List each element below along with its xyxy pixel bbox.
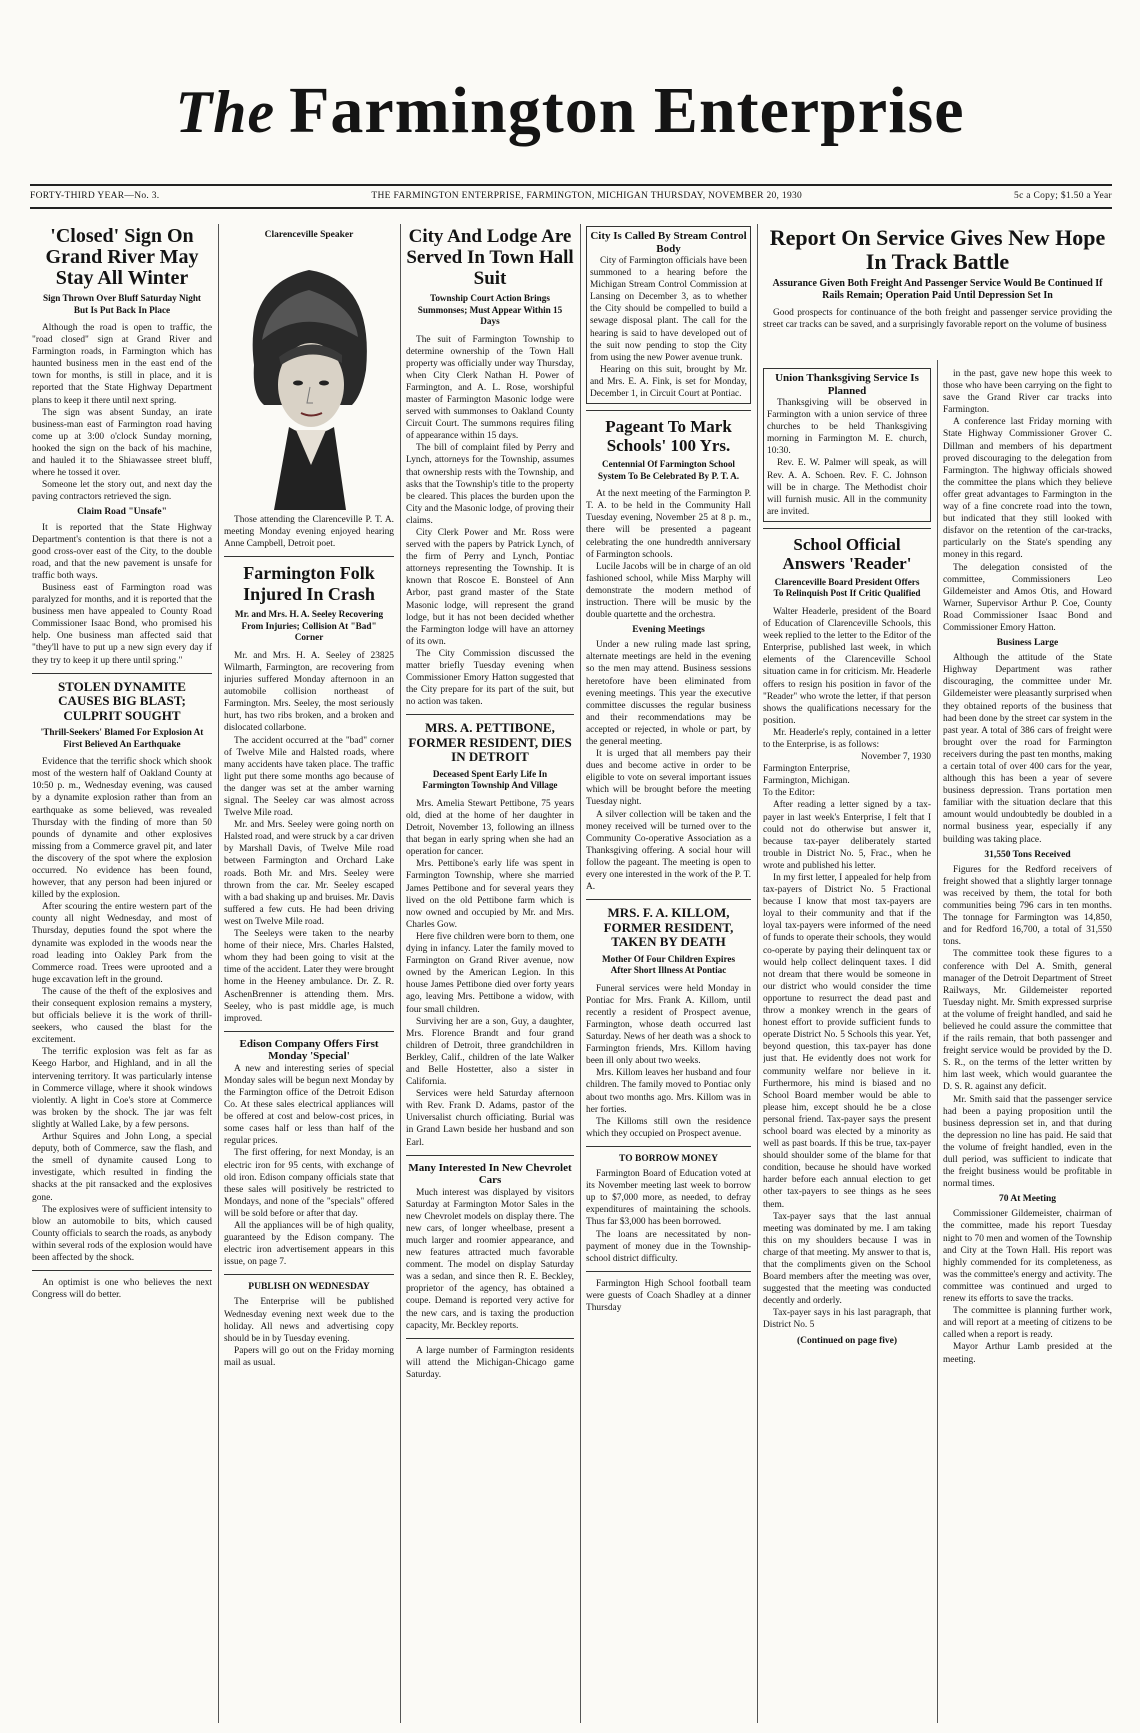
paragraph: After scouring the entire western part of the county all night Wednesday, and most of Thursday, deputies found the spot where the dynamite was exploded in the woods near the road leading into Oakley Park from the Commerce road. Trees were uprooted and a huge excavation left in the ground. [32, 902, 212, 985]
column-5 [763, 368, 931, 1726]
headline-closed-sign: 'Closed' Sign On Grand River May Stay All Winter [45, 226, 199, 289]
letter-date: November 7, 1930 [860, 752, 931, 763]
paragraph: Hearing on this suit, brought by Mr. and Mrs. E. A. Fink, is set for Monday, December 1, in Circuit Court at Pontiac. [590, 364, 747, 400]
column-2 [224, 226, 394, 1726]
masthead-title: Farmington Enterprise [289, 74, 965, 147]
paragraph: The explosives were of sufficient intensity to blow an automobile to bits, which caused County officials to search the roads, as anybody within several rods of the explosion would have been affected by the shock. [32, 1204, 212, 1263]
paragraph: Services were held Saturday afternoon with Rev. Frank D. Adams, pastor of the Universalist church officiating. Burial was in Grand Lawn beside her husband and son Earl. [406, 1089, 574, 1148]
paragraph: Thanksgiving will be observed in Farmington with a union service of three churches to be held Thanksgiving morning in Farmington M. E. church, 10:30. [767, 398, 927, 457]
paragraph: Papers will go out on the Friday morning mail as usual. [224, 1345, 394, 1368]
masthead-rule-bottom [30, 207, 1112, 209]
headline-chevrolet: Many Interested In New Chevrolet Cars [408, 1161, 572, 1187]
paragraph: Although the attitude of the State Highway Department was rather discouraging, the committee under Mr. Gildemeister were pleasantly surprised when they obtained reports of the business that had been done by the street car system in the past year. A total of 386 cars of freight were brought over the road for Farmington receivers during the past ten months, making a certain total of over 400 cars for the year, although this has been a year of severe business depression. Trans portation men familiar with the situation declare that this amount would undoubtedly be doubled in a normal business year, especially if any building was taking place. [943, 653, 1112, 845]
paragraph: Tax-payer says in his last paragraph, that District No. 5 [763, 1308, 931, 1331]
banner-track-battle [763, 226, 1112, 366]
deck-stolen-dynamite: 'Thrill-Seekers' Blamed For Explosion At First Believed An Earthquake [40, 727, 204, 749]
column-1 [32, 226, 212, 1726]
headline-edison: Edison Company Offers First Monday 'Special' [239, 1037, 379, 1063]
paragraph: It is reported that the State Highway Department's contention is that there is not a good cross-over east of the City, to the double road, and that the new pavement is unsafe for traffic both ways. [32, 522, 212, 581]
paragraph: in the past, gave new hope this week to those who have been carrying on the fight to save the Grand River car tracks into Farmington. [943, 369, 1112, 416]
column-rule [400, 224, 401, 1723]
portrait-photo [234, 245, 384, 510]
paragraph: Much interest was displayed by visitors Saturday at Farmington Motor Sales in the new Chevrolet models on display there. The new cars, of longer wheelbase, present a much larger and roomier appearance, and new features attracted much favorable comment. The model on display Saturday was a sedan, and since then R. E. Beckley, proprietor of the agency, has obtained a coupe. Demand is reported very active for the new cars, and is taxing the production capacity, Mr. Beckley reports. [406, 1187, 574, 1331]
paragraph: The accident occurred at the "bad" corner of Twelve Mile and Halsted roads, where many accidents have taken place. The traffic light put there some months ago because of the danger was set at the amber warning signal. The Seeley car was almost across Twelve Mile road. [224, 735, 394, 819]
paragraph: City of Farmington officials have been summoned to a hearing before the Michigan Stream Control Commission at Lansing on December 3, as to whether the City should be compelled to build a sewage disposal plant. The call for the hearing is said to have developed out of the suit now pending to stop the City from using the new Power avenue trunk. [590, 256, 747, 363]
paragraph: Mr. Smith said that the passenger service had been a paying proposition until the business depression set in, and that during the depression no line has paid. He said that the volume of freight handled, even in the dull period, was sufficient to indicate that the freight business would be profitable in normal times. [943, 1094, 1112, 1190]
masthead [30, 74, 1110, 147]
paragraph: The first offering, for next Monday, is an electric iron for 95 cents, with exchange of old iron. Edison company officials state that these sales will positively be restricted to Mondays, and none of the "specials" offered will be sold before or after that day. [224, 1148, 394, 1219]
column-6 [943, 368, 1112, 1726]
letter-address-line: Farmington, Michigan. [763, 776, 850, 787]
subhead-tons-received: 31,550 Tons Received [984, 849, 1071, 860]
deck-killom: Mother Of Four Children Expires After Short Illness At Pontiac [601, 953, 736, 976]
paragraph: The terrific explosion was felt as far as Keego Harbor, and Highland, and in all the intervening territory. It was particularly intense in Commerce village, where it shook windows violently. A light in Coe's store at Commerce was broken by the shock. The jar was felt slightly at Walled Lake, by a few persons. [32, 1047, 212, 1130]
deck-pageant: Centennial Of Farmington School System To Be Celebrated By P. T. A. [597, 459, 740, 481]
deck-folk-injured: Mr. and Mrs. H. A. Seeley Recovering From Injuries; Collision At "Bad" Corner [234, 609, 384, 643]
paragraph: Someone let the story out, and next day the paving contractors retrieved the sign. [32, 480, 212, 503]
divider [586, 1146, 751, 1147]
paragraph: Mr. Headerle's reply, contained in a letter to the Enterprise, is as follows: [763, 727, 931, 750]
paragraph: The committee took these figures to a conference with Del A. Smith, general manager of the Detroit Department of Street Railways, Mr. Gildemeister reported Tuesday night. Mr. Smith expressed surprise at the volume of freight handled, and said he believed he could assure the committee that if the rails remain, that both passenger and freight service would be provided by the D. S. R., on the terms of the letter written by him last week, which would guarantee the D. S. R. against any deficit. [943, 949, 1112, 1093]
paragraph: Funeral services were held Monday in Pontiac for Mrs. Frank A. Killom, until recently a resident of Prospect avenue, Farmington, whose death occurred last Saturday. News of her death was a shock to Farmington friends, Mrs. Killom having been ill only about two weeks. [586, 983, 751, 1067]
photo-headline: Clarenceville Speaker [264, 230, 354, 240]
paragraph: After reading a letter signed by a tax-payer in last week's Enterprise, I felt that I could not do otherwise but answer it, because tax-payer deliberately started trouble in District No. 5, Frac., when he wrote and published his letter. [763, 800, 931, 871]
column-rule [218, 224, 219, 1723]
deck-pettibone: Deceased Spent Early Life In Farmington Township And Village [422, 768, 558, 791]
paragraph: Commissioner Gildemeister, chairman of the committee, made his report Tuesday night to 70 men and women of the Township and City at the Town Hall. His report was highly commended for its completeness, as was the committee's energy and activity. The committee was continued and urged to renew its efforts to save the tracks. [943, 1209, 1112, 1305]
boxed-story-stream-control [586, 226, 751, 404]
photo-caption: Those attending the Clarenceville P. T. A. meeting Monday evening enjoyed hearing Anne Campbell, Detroit poet. [224, 515, 394, 550]
portrait-illustration [234, 245, 384, 510]
paragraph: The Killoms still own the residence which they occupied on Prospect avenue. [586, 1116, 751, 1139]
divider [586, 899, 751, 900]
paragraph: City Clerk Power and Mr. Ross were served with the papers by Patrick Lynch, of the firm of Perry and Lynch, Pontiac attorneys representing the Township. It is known that Roscoe E. Bonsteel of Ann Arbor, past grand master of the State Masonic lodge, will represent the grand lodge, but it has not been decided whether the Farmington lodge will have an attorney of its own. [406, 528, 574, 647]
paragraph: Business east of Farmington road was paralyzed for months, and it is reported that the business men have appealed to County Road Commissioner Isaac Bond, who promised his help. One business man affected said that "they'll have to put up a new sign every day if they try to keep it up there until spring." [32, 582, 212, 666]
dateline-center: THE FARMINGTON ENTERPRISE, FARMINGTON, MICHIGAN THURSDAY, NOVEMBER 20, 1930 [371, 191, 803, 201]
column-rule [937, 360, 938, 1723]
divider [224, 1031, 394, 1032]
paragraph: It is urged that all members pay their dues and become active in order to be eligible to vote on several important issues which will be brought before the meeting Tuesday night. [586, 749, 751, 808]
continued-notice: (Continued on page five) [796, 1335, 898, 1346]
paragraph: Mrs. Amelia Stewart Pettibone, 75 years old, died at the home of her daughter in Detroit, November 13, following an illness that began in early spring when she had an operation for cancer. [406, 798, 574, 858]
paragraph: Under a new ruling made last spring, alternate meetings are held in the evening so the men may attend. Business sessions heretofore have been eliminated from evening meetings. This year the executive committee discusses the regular business and their recommendations may be accepted or rejected, in whole or part, by the general meeting. [586, 640, 751, 747]
headline-stream-control: City Is Called By Stream Control Body [590, 230, 747, 255]
divider [586, 1271, 751, 1272]
headline-school-official: School Official Answers 'Reader' [782, 534, 912, 573]
headline-stolen-dynamite: STOLEN DYNAMITE CAUSES BIG BLAST; CULPRIT SOUGHT [58, 678, 186, 723]
paragraph: A conference last Friday morning with State Highway Commissioner Grover C. Dillman and members of his department proved discouraging to the delegation from Farmington. The highway officials showed the committee the plans which they believe offer great advantages to Farmington in the way of a fine concrete road into the town, but indicated that they still looked with disfavor on the retention of the car-tracks, particularly on the State's spending any money in this regard. [943, 417, 1112, 561]
headline-pettibone: MRS. A. PETTIBONE, FORMER RESIDENT, DIES IN DETROIT [408, 720, 572, 765]
dateline-price: 5c a Copy; $1.50 a Year [1014, 191, 1112, 201]
headline-thanksgiving: Union Thanksgiving Service Is Planned [775, 372, 919, 397]
paragraph: Mr. and Mrs. H. A. Seeley of 23825 Wilmarth, Farmington, are recovering from injuries suffered Monday afternoon in an automobile collision northeast of Farmington. Mrs. Seeley, the most seriously hurt, has two ribs broken, and a broken and dislocated collarbone. [224, 650, 394, 734]
paragraph: A large number of Farmington residents will attend the Michigan-Chicago game Saturday. [406, 1345, 574, 1380]
paragraph: The loans are necessitated by non-payment of money due in the Township-school district difficulty. [586, 1229, 751, 1264]
deck-school-official: Clarenceville Board President Offers To Relinquish Post If Critic Qualified [773, 576, 921, 599]
subhead-business-large: Business Large [996, 638, 1059, 649]
paragraph: Evidence that the terrific shock which shook most of the western half of Oakland County at 10:50 p. m., Wednesday evening, was caused by a dynamite explosion rather than from an earthquake as some believed, was revealed Thursday with the finding of more than 50 pounds of dynamite and other explosives missing from a Commerce gravel pit, and later the discovery of the spot where the explosion occurred. No evidence has been found, however, that any person had been injured or killed by the explosion. [32, 757, 212, 901]
paragraph: At the next meeting of the Farmington P. T. A. to be held in the Community Hall Tuesday evening, November 25 at 8 p. m., there will be presented a pageant celebrating the one hundredth anniversary of Farmington schools. [586, 489, 751, 560]
paragraph: Walter Headerle, president of the Board of Education of Clarenceville Schools, this week replied to the letter to the Editor of the Enterprise, published last week, in which elements of the Clarenceville School situation came in for criticism. Mr. Headerle offers to resign his position in favor of the "Reader" who wrote the letter, if that person shows the qualifications necessary for the position. [763, 606, 931, 726]
paragraph: The cause of the theft of the explosives and their consequent explosion remains a mystery, but officials believe it is the work of thrill-seekers, who caused the blast for the excitement. [32, 986, 212, 1046]
divider [586, 410, 751, 411]
paragraph: Mayor Arthur Lamb presided at the meeting. [943, 1342, 1112, 1365]
divider [32, 673, 212, 674]
filler-quip: An optimist is one who believes the next Congress will do better. [32, 1278, 212, 1301]
paragraph: A new and interesting series of special Monday sales will be begun next Monday by the Farmington office of the Detroit Edison Co. At these sales electrical appliances will be offered at cost and below-cost prices, in some cases half or less than half of the regular prices. [224, 1063, 394, 1147]
paragraph: Arthur Squires and John Long, a special deputy, both of Commerce, saw the flash, and the smell of dynamite caused Long to investigate, which resulted in finding the shacks at the pit ransacked and the explosives gone. [32, 1132, 212, 1203]
masthead-article: The [175, 79, 276, 145]
paragraph: The Enterprise will be published Wednesday evening next week due to the holiday. All news and advertising copy should be in by Tuesday evening. [224, 1297, 394, 1344]
headline-folk-injured: Farmington Folk Injured In Crash [243, 563, 375, 605]
column-rule [757, 224, 758, 1723]
paragraph: Here five children were born to them, one dying in infancy. Later the family moved to Farmington on Grand River avenue, now owned by the American Legion. In this house James Pettibone died over forty years ago, leaving Mrs. Pettibone a widow, with four small children. [406, 931, 574, 1015]
dateline-volume: FORTY-THIRD YEAR—No. 3. [30, 191, 160, 201]
paragraph: The delegation consisted of the committee, Commissioners Leo Gildemeister and Amos Otis, and Howard Warner, Supervisor Arthur P. Coe, County Road Commissioner Isaac Bond and Commissioner Emory Hatton. [943, 562, 1112, 633]
paragraph: All the appliances will be of high quality, guaranteed by the Edison company. The electric iron advertisement appears in this issue, on page 7. [224, 1221, 394, 1268]
headline-city-lodge: City And Lodge Are Served In Town Hall Suit [406, 226, 574, 289]
paragraph: Surviving her are a son, Guy, a daughter, Mrs. Florence Brandt and four grand children of Detroit, three grandchildren in Berkley, Calif., children of the late Walker and Belle Hostetter, also a sister in California. [406, 1016, 574, 1088]
headline-borrow-money: TO BORROW MONEY [619, 1153, 718, 1164]
column-rule [580, 224, 581, 1723]
subhead-70-at-meeting: 70 At Meeting [999, 1194, 1056, 1205]
divider [763, 528, 931, 529]
headline-track-battle: Report On Service Gives New Hope In Track Battle [769, 226, 1106, 274]
paragraph: Farmington High School football team were guests of Coach Shadley at a dinner Thursday [586, 1278, 751, 1313]
divider [406, 1155, 574, 1156]
paragraph: The committee is planning further work, and will report at a meeting of citizens to be called when a report is ready. [943, 1306, 1112, 1341]
deck-track-battle: Assurance Given Both Freight And Passenger Service Would Be Continued If Rails Remain; Operation Paid Until Depression Set In [772, 278, 1103, 301]
paragraph: Although the road is open to traffic, the "road closed" sign at Grand River and Farmington roads, in Farmington which has haunted business men in the east end of the town for months, is still in place, and it is reported that the State Highway Department plans to keep it there until next spring. [32, 323, 212, 406]
letter-address-line: Farmington Enterprise, [763, 764, 850, 775]
deck-city-lodge: Township Court Action Brings Summonses; Must Appear Within 15 Days [417, 293, 563, 326]
paragraph: Rev. E. W. Palmer will speak, as will Rev. A. A. Schoen. Rev. F. C. Johnson will be in charge. The Methodist choir will furnish music. All in the community are invited. [767, 458, 927, 517]
paragraph: The suit of Farmington Township to determine ownership of the Town Hall property was officially under way Thursday, when City Clerk Nathan H. Power of Farmington, and A. L. Rose, worshipful master of Farmington Masonic lodge were served with summonses to Oakland County Circuit Court. The summons requires filing of appearance within 15 days. [406, 334, 574, 442]
lead-paragraph: Good prospects for continuance of the both freight and passenger service providing the street car tracks can be saved, and a surprisingly favorable report on the volume of business [763, 308, 1112, 331]
paragraph: Lucile Jacobs will be in charge of an old fashioned school, while Miss Marphy will demonstrate the modern method of instruction. There will be music by the double quartette and the orchestra. [586, 561, 751, 621]
divider [406, 1338, 574, 1339]
subhead-evening-meetings: Evening Meetings [632, 625, 705, 636]
divider [224, 1274, 394, 1275]
paragraph: The City Commission discussed the matter briefly Tuesday evening when Commissioner Emory Hatton suggested that the City prepare for its part of the suit, but no action was taken. [406, 648, 574, 708]
masthead-rule-top [30, 184, 1112, 186]
divider [406, 714, 574, 715]
paragraph: Mr. and Mrs. Seeley were going north on Halsted road, and were struck by a car driven by Marshall Davis, of Twelve Mile road between Farmington and Orchard Lake roads. Both Mr. and Mrs. Seeley were thrown from the car. Mr. Seeley escaped with a bad shaking up and bruises. Mr. Davis suffered a few cuts. He had been driving west on Twelve Mile road. [224, 820, 394, 927]
paragraph: Mrs. Killom leaves her husband and four children. The family moved to Pontiac only about two months ago. Mrs. Killom was in her forties. [586, 1068, 751, 1115]
headline-pageant: Pageant To Mark Schools' 100 Yrs. [605, 417, 732, 456]
paragraph: In my first letter, I appealed for help from tax-payers of District No. 5 Fractional because I know that most tax-payers are loyal to their community and that if the loyal tax-payers were informed of the need of funds to operate their schools, they would co-operate by paying their delinquent tax or would help collect delinquent taxes. I did not dream that there would be someone in our district who would consider the time opportune to resurrect the dead past and throw a monkey wrench in the gears of honest effort to provide sufficient funds to operate District No. 5 Schools this year. Yet, beyond question, this tax-payer has done just that. He evidently does not work for community welfare nor believe in it. Furthermore, his mind is biased and no School Board member would be able to please him, except should he be a close personal friend. Tax-payer says the present school board was elected by a minority as well as past boards. If this be true, tax-payer should shoulder some of the blame for that condition, because he should have worked harder before each annual election to get other tax-payers to see things as he sees them. [763, 873, 931, 1210]
boxed-story-thanksgiving [763, 368, 931, 522]
column-4 [586, 226, 751, 1726]
paragraph: A silver collection will be taken and the money received will be turned over to the Community Co-operative Association as a Thanksgiving offering. A social hour will follow the pageant. The meeting is open to every one interested in the work of the P. T. A. [586, 809, 751, 893]
headline-publish-wednesday: PUBLISH ON WEDNESDAY [248, 1282, 370, 1293]
paragraph: Tax-payer says that the last annual meeting was dominated by me. I am taking this on my shoulders because I was in charge of that meeting. My answer to that is, that the compliments given on the School Board members after the meeting was over, suggested that the meeting was conducted decently and orderly. [763, 1211, 931, 1307]
divider [32, 1270, 212, 1271]
paragraph: Mrs. Pettibone's early life was spent in Farmington Township, where she married James Pettibone and for several years they lived on the old Pettibone farm which is now owned and occupied by Mr. and Mrs. Charles Gow. [406, 859, 574, 930]
column-3 [406, 226, 574, 1726]
paragraph: Figures for the Redford receivers of freight showed that a slightly larger tonnage was received by them, the total for both communities being 796 cars in ten months. The tonnage for Farmington was 14,850, and for Redford 16,700, a total of 31,550 tons. [943, 864, 1112, 948]
letter-salutation: To the Editor: [763, 788, 815, 799]
dateline [30, 191, 1112, 201]
deck-closed-sign: Sign Thrown Over Bluff Saturday Night But Is Put Back In Place [42, 293, 201, 315]
paragraph: Farmington Board of Education voted at its November meeting last week to borrow up to $7,000 more, as needed, to defray expenditures of maintaining the schools. Thus far $3,000 has been borrowed. [586, 1169, 751, 1228]
subhead-claim-road: Claim Road "Unsafe" [77, 507, 167, 518]
paragraph: The Seeleys were taken to the nearby home of their niece, Mrs. Charles Halsted, whom they had been going to visit at the time of the accident. Later they were brought home in the Heeney ambulance. Dr. Z. R. AschenBrenner is attending them. Mrs. Seeley, who is past middle age, is much improved. [224, 929, 394, 1024]
paragraph: The bill of complaint filed by Perry and Lynch, attorneys for the Township, assumes that ownership rests with the Township, and asks that the Township's title to the property be cleared. This places the burden upon the City and the Masonic lodge, of proving their claims. [406, 443, 574, 526]
divider [224, 556, 394, 557]
paragraph: The sign was absent Sunday, an irate business-man east of Farmington road having come up at 3:00 o'clock Sunday morning, hooked the sign on the back of his machine, and hauled it to the Shiawassee street bluff, where he tossed it over. [32, 407, 212, 479]
headline-killom: MRS. F. A. KILLOM, FORMER RESIDENT, TAKEN BY DEATH [603, 905, 734, 950]
